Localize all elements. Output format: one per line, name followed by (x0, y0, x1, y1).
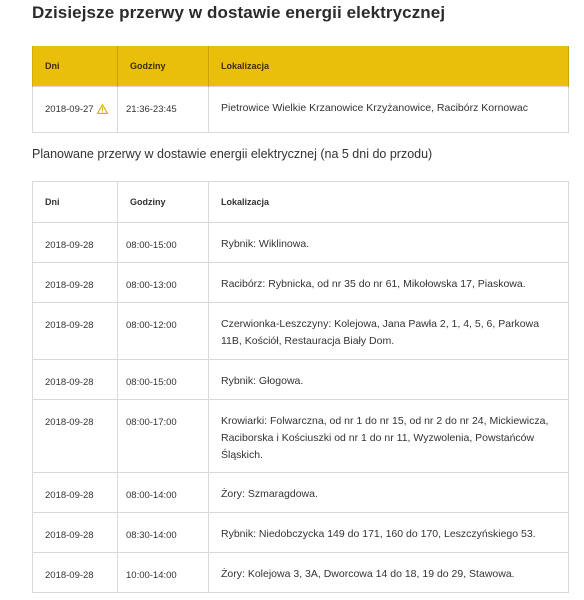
row-day: 2018-09-28 (33, 553, 118, 593)
row-day: 2018-09-27 (45, 104, 94, 115)
table-row (33, 223, 569, 263)
row-day: 2018-09-28 (33, 513, 118, 553)
row-hours: 08:00-14:00 (118, 473, 209, 513)
column-header-location: Lokalizacja (209, 46, 569, 87)
row-day: 2018-09-28 (33, 263, 118, 303)
row-hours: 08:00-17:00 (118, 400, 209, 473)
row-location: Pietrowice Wielkie Krzanowice Krzyżanowice, Racibórz Kornowac (209, 87, 569, 133)
row-hours: 08:30-14:00 (118, 513, 209, 553)
row-location: Żory: Kolejowa 3, 3A, Dworcowa 14 do 18, 19 do 29, Stawowa. (209, 553, 569, 593)
planned-outages-table (32, 181, 569, 593)
table-header-row (33, 182, 569, 223)
column-header-day: Dni (33, 182, 118, 223)
row-day: 2018-09-28 (33, 223, 118, 263)
row-hours: 08:00-13:00 (118, 263, 209, 303)
table-row (33, 400, 569, 473)
row-day: 2018-09-28 (33, 473, 118, 513)
table-row (33, 360, 569, 400)
planned-section-title: Planowane przerwy w dostawie energii elektrycznej (na 5 dni do przodu) (32, 147, 433, 161)
row-day: 2018-09-28 (33, 360, 118, 400)
row-hours: 08:00-15:00 (118, 223, 209, 263)
row-day: 2018-09-28 (33, 303, 118, 360)
table-header-row (33, 46, 569, 87)
table-row (33, 263, 569, 303)
column-header-hours: Godziny (118, 46, 209, 87)
table-row (33, 513, 569, 553)
row-day: 2018-09-28 (33, 400, 118, 473)
row-day-cell (33, 87, 118, 133)
table-row (33, 87, 569, 133)
row-location: Racibórz: Rybnicka, od nr 35 do nr 61, Mikołowska 17, Piaskowa. (209, 263, 569, 303)
page-title: Dzisiejsze przerwy w dostawie energii elektrycznej (32, 3, 446, 22)
row-hours: 21:36-23:45 (118, 87, 209, 133)
column-header-day: Dni (33, 46, 118, 87)
row-location: Żory: Szmaragdowa. (209, 473, 569, 513)
row-hours: 08:00-15:00 (118, 360, 209, 400)
row-location: Krowiarki: Folwarczna, od nr 1 do nr 15, od nr 2 do nr 24, Mickiewicza, Raciborska i Kościuszki od nr 1 do nr 11, Wyzwolenia, Powstańców Śląskich. (209, 400, 569, 473)
row-location: Rybnik: Niedobczycka 149 do 171, 160 do 170, Leszczyńskiego 53. (209, 513, 569, 553)
warning-icon (97, 103, 108, 120)
row-location: Rybnik: Głogowa. (209, 360, 569, 400)
table-row (33, 303, 569, 360)
row-location: Czerwionka-Leszczyny: Kolejowa, Jana Pawła 2, 1, 4, 5, 6, Parkowa 11B, Kościół, Restauracja Biały Dom. (209, 303, 569, 360)
row-hours: 10:00-14:00 (118, 553, 209, 593)
row-hours: 08:00-12:00 (118, 303, 209, 360)
column-header-location: Lokalizacja (209, 182, 569, 223)
table-row (33, 473, 569, 513)
column-header-hours: Godziny (118, 182, 209, 223)
today-outages-table (32, 46, 569, 133)
table-row (33, 553, 569, 593)
row-location: Rybnik: Wiklinowa. (209, 223, 569, 263)
